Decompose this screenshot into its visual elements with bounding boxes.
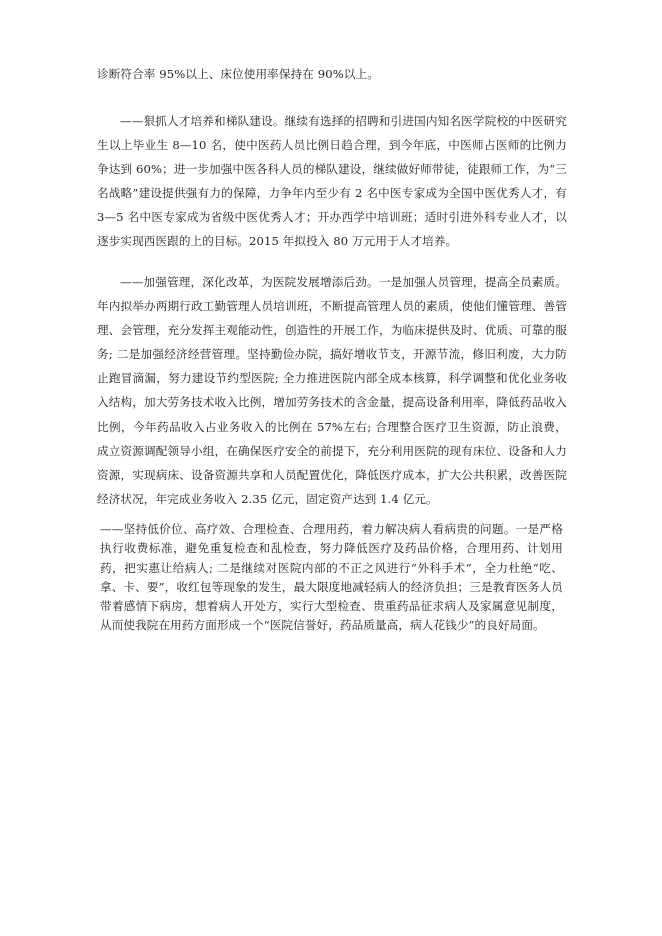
- paragraph-diagnosis-rate: 诊断符合率 95%以上、床位使用率保持在 90%以上。: [97, 67, 379, 81]
- paragraph-low-price-policy: ——坚持低价位、高疗效、合理检查、合理用药，着力解决病人看病贵的问题。一是严格执行收费标准，避免重复检查和乱检查，努力降低医疗及药品价格，合理用药、计划用药，把实惠让给病人; 二是继续对医院内部的不正之风进行“外科手术”，全力杜绝“吃、拿、卡、要”，收红包等现象的发生，最大限度地减轻病人的经济负担；三是教育医务人员带着感情下病房，想着病人开处方，实行大型检查、贵重药品征求病人及家属意见制度，从而使我院在用药方面形成一个“医院信誉好，药品质量高，病人花钱少”的良好局面。: [100, 522, 563, 633]
- paragraph-talent-training: ——狠抓人才培养和梯队建设。继续有选择的招聘和引进国内知名医学院校的中医研究生以上毕业生 8—10 名，使中医药人员比例日趋合理，到今年底，中医师占医师的比例力争达到 60%；进一步加强中医各科人员的梯队建设，继续做好师带徒，徒跟师工作，为“三名战略”建设提供强有力的保障，力争年内至少有 2 名中医专家成为全国中医优秀人才，有 3—5 名中医专家成为省级中医优秀人才；开办西学中培训班；适时引进外科专业人才，以逐步实现西医跟的上的目标。2015 年拟投入 80 万元用于人才培养。: [97, 114, 567, 249]
- paragraph-management-reform: ——加强管理，深化改革，为医院发展增添后劲。一是加强人员管理，提高全员素质。年内拟举办两期行政工勤管理人员培训班，不断提高管理人员的素质，使他们懂管理、善管理、会管理，充分发挥主观能动性，创造性的开展工作，为临床提供及时、优质、可靠的服务; 二是加强经济经营管理。坚持勤俭办院，搞好增收节支，开源节流，修旧利废，大力防止跑冒滴漏，努力建设节约型医院; 全力推进医院内部全成本核算，科学调整和优化业务收入结构，加大劳务技术收入比例，增加劳务技术的含金量，提高设备利用率，降低药品收入比例，今年药品收入占业务收入的比例在 57%左右; 合理整合医疗卫生资源，防止浪费，成立资源调配领导小组，在确保医疗安全的前提下，充分利用医院的现有床位、设备和人力资源，实现病床、设备资源共享和人员配置优化，降低医疗成本，扩大公共积累，改善医院经济状况，年完成业务收入 2.35 亿元，固定资产达到 1.4 亿元。: [97, 275, 567, 506]
